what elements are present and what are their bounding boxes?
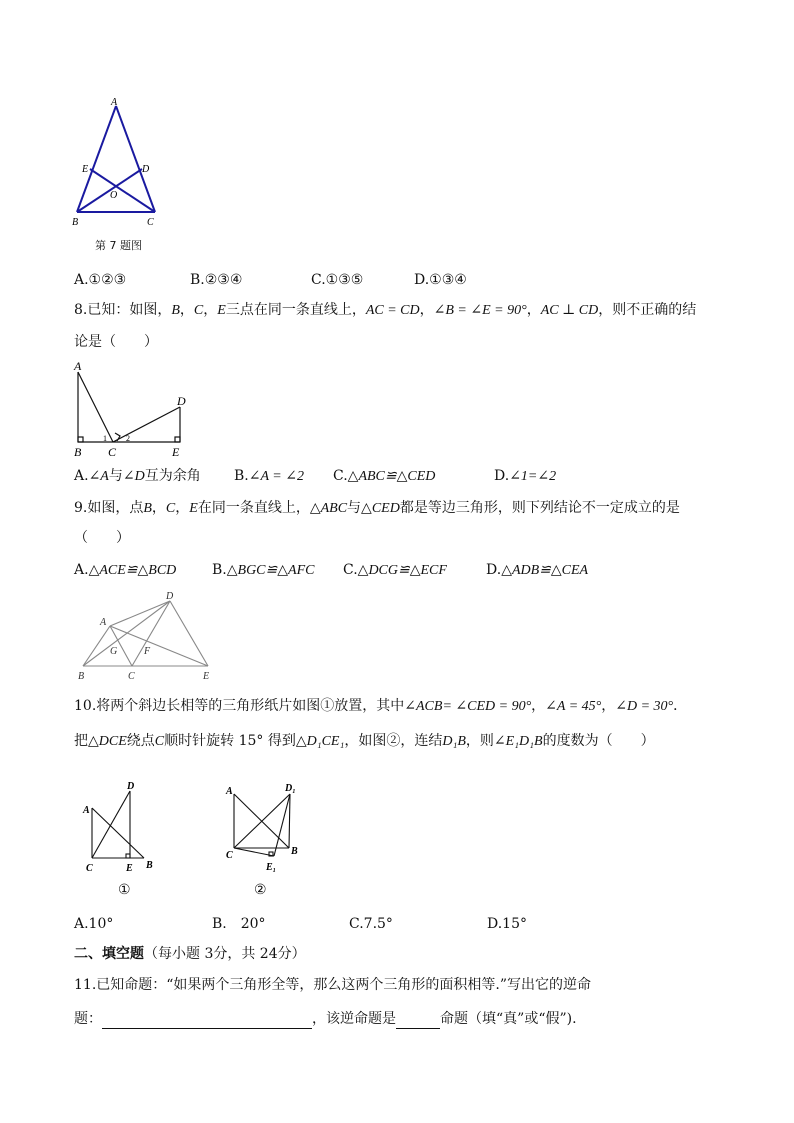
q7-figure [60,92,170,232]
q9-option-b [212,560,314,581]
q10-text: ， [601,698,616,714]
q10-question-line1 [74,696,687,717]
q7-point-O: O [110,190,118,201]
q7-point-E: E [82,164,89,175]
q7-option-b: B.②③④ [190,272,243,288]
q9-point-E: E [203,671,210,682]
q9-option-d-math: △ADB≌△CEA [501,563,589,578]
q8-text: ， [203,302,218,318]
q9-math: △CED [361,501,400,516]
q9-figure [70,586,220,682]
q10-text: ， [531,698,546,714]
q9-question-line1 [74,498,680,519]
q7-option-a: A.①②③ [74,272,127,288]
q10-figure-2 [222,780,318,880]
q8-var: C [193,303,204,318]
q8-text: ， [419,302,434,318]
q7-caption: 第 7 题图 [95,239,142,252]
q9-var: E [189,501,198,516]
q8-figure [68,358,198,460]
q9-text: 与 [347,500,362,516]
q7-option-d: D.①③④ [414,272,467,288]
q8-point-A: A [74,359,82,373]
q8-text: ， [526,302,541,318]
q10-f1-point-A: A [83,805,90,816]
q9-option-d-letter: D. [486,562,502,578]
q9-option-c [343,560,447,581]
q8-point-D: D [177,394,186,408]
q10-f1-point-D: D [127,781,135,792]
q8-option-c-math: △ABC≌△CED [347,469,436,484]
q9-text: 都是等边三角形，则下列结论不一定成立的是 [399,500,680,516]
q10-option-a: A.10° [74,916,114,932]
q11-text: 题： [74,1011,102,1027]
q8-question-line1 [74,300,696,321]
q10-f2-point-A: A [226,786,233,797]
q11-truth-blank[interactable] [396,1014,440,1029]
q10-text: 的度数为（ ） [542,733,655,749]
q9-point-F: F [144,646,151,657]
q10-math: D₁B [442,734,466,749]
q8-text: 三点在同一条直线上， [225,302,366,318]
q10-text: 把 [74,733,88,749]
q10-var: C [154,734,165,749]
q8-var: B [171,303,180,318]
q10-math: ∠E₁D₁B [493,734,543,749]
section2-heading [74,944,306,964]
q10-text: ． [673,698,688,714]
q8-option-a-letter: A. [74,468,89,484]
q10-option-d: D.15° [487,916,527,932]
q10-f2-point-D1: D₁ [285,783,296,794]
q9-option-d [486,560,588,581]
q10-math: ∠A = 45° [545,699,602,714]
q9-point-D: D [166,591,174,602]
q10-f2-point-E1: E₁ [266,862,277,873]
q8-angle-1: 1 [103,434,107,443]
q10-text: 10.将两个斜边长相等的三角形纸片如图①放置，其中 [74,698,405,714]
q9-point-A: A [100,617,107,628]
q10-option-c: C.7.5° [349,916,393,932]
q9-text: ， [175,500,190,516]
q9-option-b-math: △BGC≌△AFC [226,563,315,578]
q10-text: ，则 [465,733,494,749]
q10-figure-1-label: ① [118,882,131,898]
q8-point-C: C [108,445,117,459]
q10-figure-2-label: ② [254,882,267,898]
q11-text: 命题（填“真”或“假”). [440,1011,577,1027]
q8-math: ∠B = ∠E = 90° [433,303,527,318]
q9-point-C: C [128,671,135,682]
q8-text: ， [179,302,194,318]
q11-question-line2 [74,1009,577,1029]
q7-option-c: C.①③⑤ [311,272,364,288]
q8-option-a-angle2: ∠D [122,469,145,484]
q8-option-d-math: ∠1=∠2 [509,469,557,484]
section2-note: （每小题 3分，共 24分） [144,946,306,962]
q9-option-c-letter: C. [343,562,358,578]
q10-math: ∠ACB= ∠CED = 90° [404,699,532,714]
q8-option-a-text2: 互为余角 [144,468,201,484]
q11-question-line1: 11.已知命题：“如果两个三角形全等，那么这两个三角形的面积相等.”写出它的逆命 [74,977,592,993]
q8-option-a [74,466,201,487]
q9-question-line2: （ ） [74,530,130,546]
q8-option-b-math: ∠A = ∠2 [248,469,304,484]
q10-text: ，如图②，连结 [344,733,443,749]
q8-option-d [494,466,556,487]
q8-question-line2: 论是（ ） [74,334,158,350]
q10-question-line2 [74,731,655,752]
q11-converse-blank[interactable] [102,1014,312,1029]
q10-math: ∠D = 30° [615,699,674,714]
q10-f1-point-E: E [126,863,133,874]
q10-math: △D₁CE₁ [295,734,345,749]
q8-option-c-letter: C. [333,468,348,484]
q10-figure-1 [78,775,168,875]
q10-f2-point-B: B [291,846,298,857]
q8-text: ，则不正确的结 [598,302,697,318]
q10-option-b: B. 20° [212,916,266,932]
q9-var: B [143,501,152,516]
q9-option-b-letter: B. [212,562,227,578]
q8-var: E [217,303,226,318]
q9-math: △ABC [309,501,348,516]
q8-point-B: B [74,445,82,459]
q8-math: AC = CD [365,303,420,318]
q8-angle-2: 2 [126,434,130,443]
q8-option-b [234,466,304,487]
q9-text: 在同一条直线上， [197,500,310,516]
q8-text: 8.已知：如图， [74,302,172,318]
q8-point-E: E [172,445,180,459]
q8-option-d-letter: D. [494,468,510,484]
q9-option-a-letter: A. [74,562,89,578]
q8-option-a-text: 与 [108,468,123,484]
q8-option-a-angle1: ∠A [88,469,109,484]
q10-f1-point-B: B [146,860,153,871]
q9-var: C [165,501,176,516]
q10-math: △DCE [88,734,127,749]
q9-text: 9.如图，点 [74,500,144,516]
q8-option-c [333,466,435,487]
q8-option-b-letter: B. [234,468,249,484]
q7-point-C: C [147,217,154,228]
q7-point-A: A [111,97,118,108]
q9-point-G: G [110,646,118,657]
q9-text: ， [151,500,166,516]
q8-math: AC ⊥ CD [540,303,599,318]
q9-option-a [74,560,176,581]
q10-f2-point-C: C [226,850,233,861]
q10-text: 绕点 [126,733,155,749]
q10-f1-point-C: C [86,863,93,874]
q9-option-c-math: △DCG≌△ECF [357,563,447,578]
q7-point-B: B [72,217,79,228]
q11-text: ，该逆命题是 [312,1011,396,1027]
q10-text: 顺时针旋转 15° 得到 [164,733,296,749]
section2-title: 二、填空题 [74,946,144,962]
q9-point-B: B [78,671,85,682]
q7-point-D: D [142,164,150,175]
q9-option-a-math: △ACE≌△BCD [88,563,177,578]
